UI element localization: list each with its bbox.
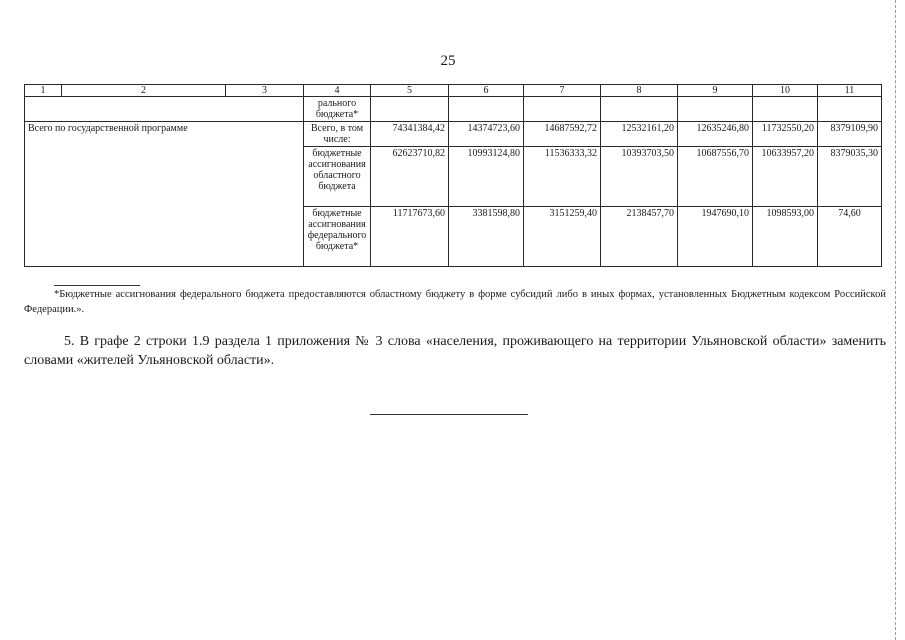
column-header: 3: [226, 85, 304, 97]
table-row: [25, 97, 882, 122]
column-header: 10: [753, 85, 818, 97]
value-cell: 10633957,20: [753, 147, 818, 207]
column-header: 7: [524, 85, 601, 97]
value-cell: 1947690,10: [678, 207, 753, 267]
value-cell: 14687592,72: [524, 122, 601, 147]
empty-cell: [524, 97, 601, 122]
value-cell: 3151259,40: [524, 207, 601, 267]
funding-source-cell: Всего, в том числе:: [304, 122, 371, 147]
column-header: 8: [601, 85, 678, 97]
value-cell: 14374723,60: [449, 122, 524, 147]
funding-source-cell: бюджетные ассигнования областного бюджета: [304, 147, 371, 207]
empty-cell: [601, 97, 678, 122]
empty-cell: [753, 97, 818, 122]
page-number: 25: [440, 53, 456, 69]
footnote: *Бюджетные ассигнования федерального бюджета предоставляются областному бюджету в форме субсидий либо в иных формах, установленных Бюджетным кодексом Российской Федерации.».: [24, 289, 886, 315]
value-cell: 2138457,70: [601, 207, 678, 267]
empty-cell: [818, 97, 882, 122]
funding-source-cell: бюджетные ассигнования федерального бюджета*: [304, 207, 371, 267]
value-cell: 1098593,00: [753, 207, 818, 267]
empty-cell: [25, 97, 304, 122]
closing-line: [370, 414, 528, 415]
value-cell: 11536333,32: [524, 147, 601, 207]
funding-source-cell: рального бюджета*: [304, 97, 371, 122]
footnote-separator: [54, 285, 140, 286]
value-cell: 8379109,90: [818, 122, 882, 147]
column-header: 4: [304, 85, 371, 97]
empty-cell: [449, 97, 524, 122]
value-cell: 8379035,30: [818, 147, 882, 207]
budget-table: [24, 84, 882, 267]
column-header: 11: [818, 85, 882, 97]
value-cell: 74341384,42: [371, 122, 449, 147]
empty-cell: [678, 97, 753, 122]
column-header: 2: [62, 85, 226, 97]
value-cell: 10993124,80: [449, 147, 524, 207]
value-cell: 10687556,70: [678, 147, 753, 207]
value-cell: 10393703,50: [601, 147, 678, 207]
program-total-label: Всего по государственной программе: [25, 122, 304, 267]
value-cell: 11732550,20: [753, 122, 818, 147]
column-header: 1: [25, 85, 62, 97]
column-header: 5: [371, 85, 449, 97]
value-cell: 62623710,82: [371, 147, 449, 207]
value-cell: 74,60: [818, 207, 882, 267]
amendment-paragraph: 5. В графе 2 строки 1.9 раздела 1 приложения № 3 слова «населения, проживающего на территории Ульяновской области» заменить словами «жителей Ульяновской области».: [24, 334, 886, 368]
page-border: [895, 0, 896, 640]
value-cell: 12635246,80: [678, 122, 753, 147]
table-row: [25, 122, 882, 147]
value-cell: 11717673,60: [371, 207, 449, 267]
empty-cell: [371, 97, 449, 122]
table-header-row: [25, 85, 882, 97]
column-header: 9: [678, 85, 753, 97]
column-header: 6: [449, 85, 524, 97]
value-cell: 12532161,20: [601, 122, 678, 147]
value-cell: 3381598,80: [449, 207, 524, 267]
